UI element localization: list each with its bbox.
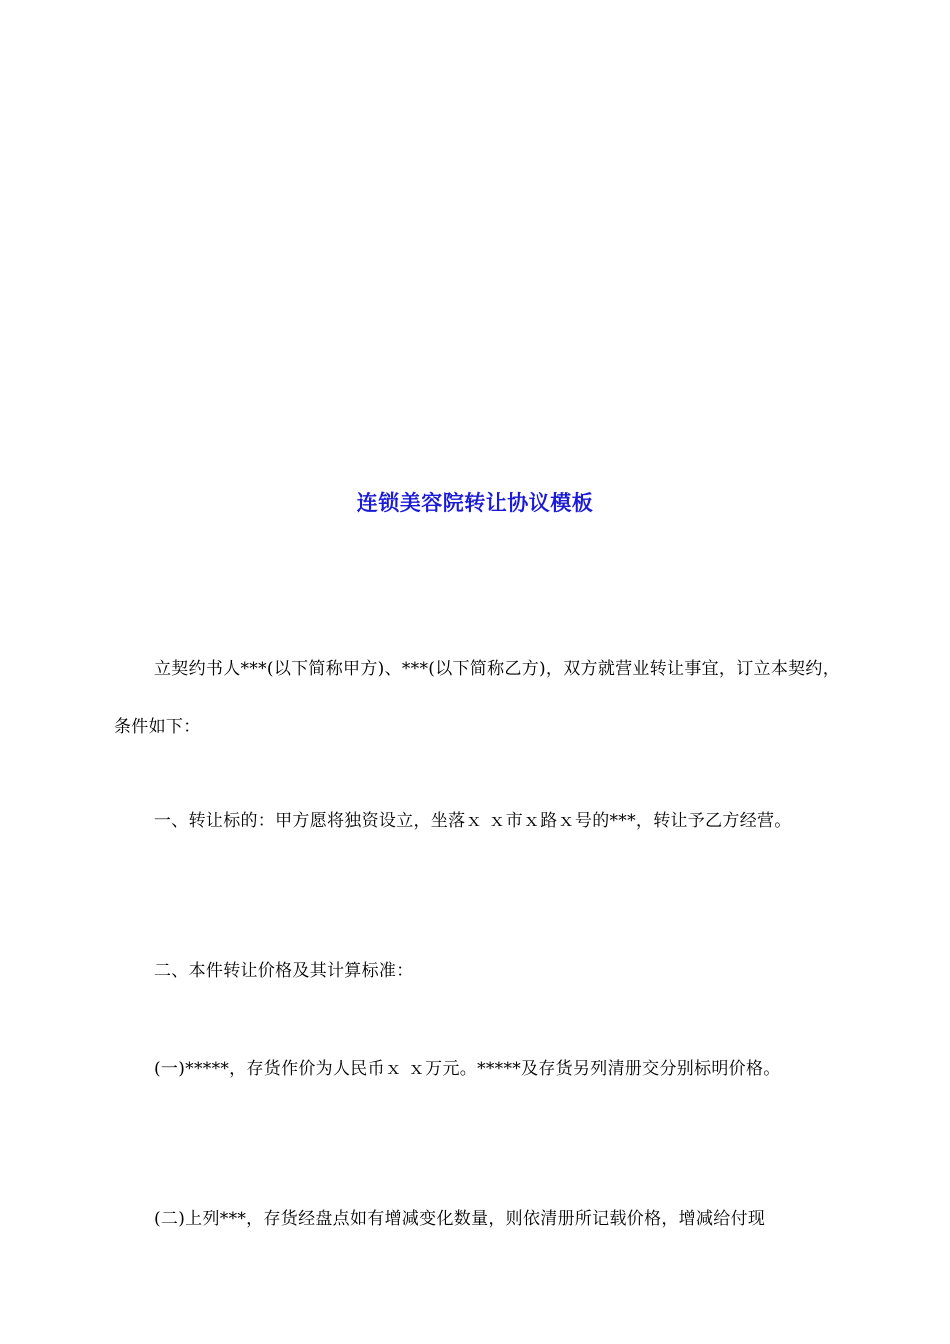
paragraph-preamble: 立契约书人***(以下简称甲方)、***(以下简称乙方)，双方就营业转让事宜，订立本契约，条件如下： bbox=[114, 659, 841, 737]
paragraph-clause-2-item-1: (一)*****，存货作价为人民币ｘ ｘ万元。*****及存货另列清册交分别标明价格。 bbox=[154, 1059, 781, 1079]
document-title: 连锁美容院转让协议模板 bbox=[356, 491, 594, 515]
paragraph-clause-2-item-2: (二)上列***，存货经盘点如有增减变化数量，则依清册所记载价格，增减给付现 bbox=[154, 1209, 766, 1229]
paragraph-clause-2: 二、本件转让价格及其计算标准： bbox=[154, 961, 414, 981]
paragraph-clause-1: 一、转让标的：甲方愿将独资设立，坐落ｘ ｘ市ｘ路ｘ号的***，转让予乙方经营。 bbox=[154, 811, 792, 831]
